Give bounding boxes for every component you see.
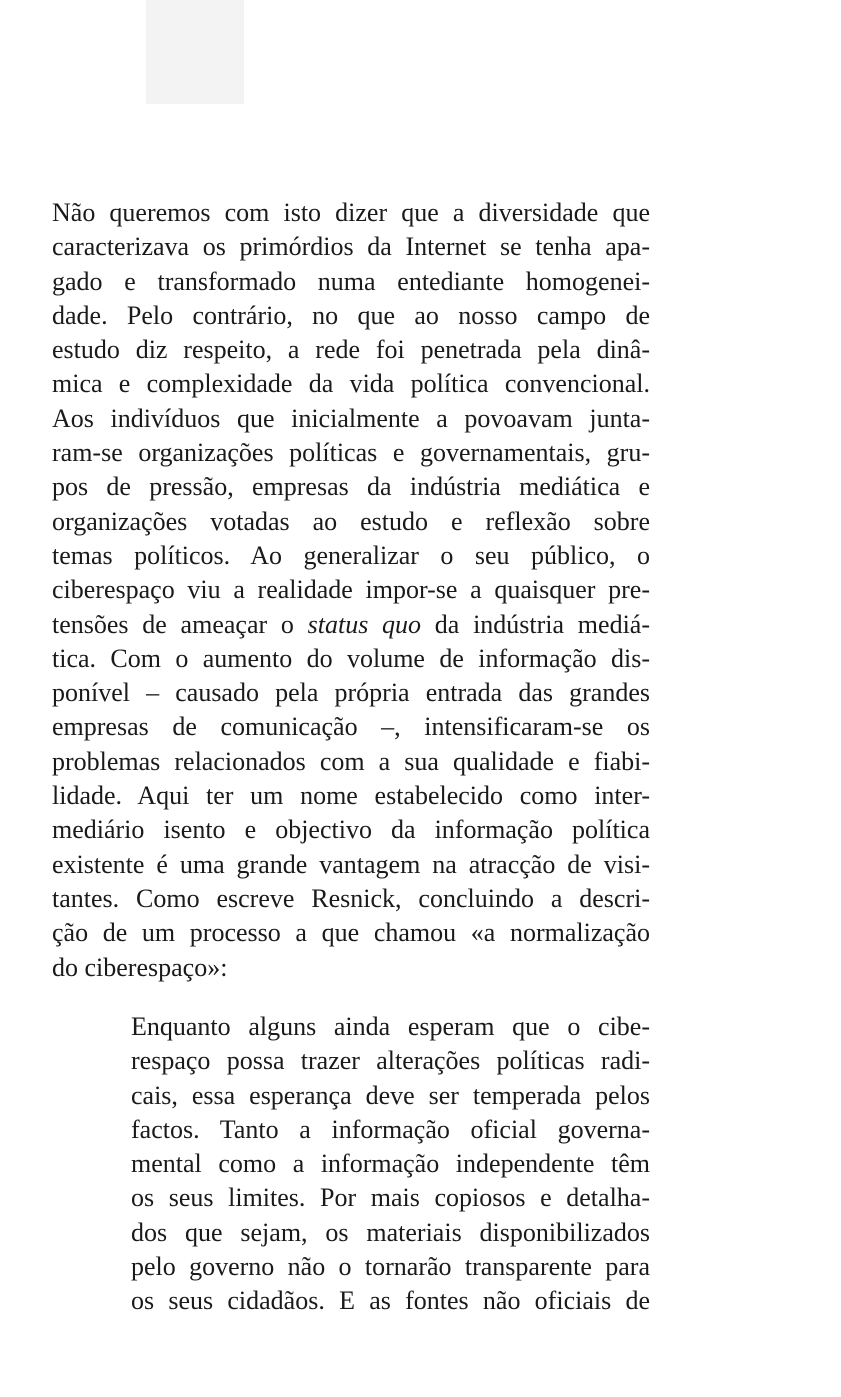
text-line: pos de pressão, empresas da indústria mediática e <box>52 472 650 502</box>
quote-line: os seus cidadãos. E as fontes não oficiais de <box>131 1286 650 1316</box>
text-line: tantes. Como escreve Resnick, concluindo a descri- <box>52 883 650 913</box>
text-line <box>52 608 650 642</box>
text-line: temas políticos. Ao generalizar o seu público, o <box>52 540 650 570</box>
text-line: organizações votadas ao estudo e reflexão sobre <box>52 506 650 536</box>
text-line: existente é uma grande vantagem na atracção de visi- <box>52 849 650 879</box>
text-line: do ciberespaço»: <box>52 952 228 982</box>
quote-line: cais, essa esperança deve ser temperada pelos <box>131 1080 650 1110</box>
quote-line: pelo governo não o tornarão transparente para <box>131 1252 650 1282</box>
text-line: Aos indivíduos que inicialmente a povoavam junta- <box>52 403 650 433</box>
quote-line: respaço possa trazer alterações políticas radi- <box>131 1046 650 1076</box>
text-line: mediário isento e objectivo da informação política <box>52 815 650 845</box>
italic-term: status quo <box>307 609 422 639</box>
text-line: ponível – causado pela própria entrada das grandes <box>52 678 650 708</box>
text-line: dade. Pelo contrário, no que ao nosso campo de <box>52 300 650 330</box>
text-line: lidade. Aqui ter um nome estabelecido como inter- <box>52 781 650 811</box>
quote-line: factos. Tanto a informação oficial governa- <box>131 1114 650 1144</box>
text-line: ram-se organizações políticas e governamentais, gru- <box>52 438 650 468</box>
text-fragment: da indústria mediá- <box>421 609 650 639</box>
main-paragraph <box>52 196 650 985</box>
text-fragment: tensões de ameaçar o <box>52 609 308 639</box>
text-line: ção de um processo a que chamou «a normalização <box>52 918 650 948</box>
scan-artifact <box>146 0 244 104</box>
text-line: mica e complexidade da vida política convencional. <box>52 369 650 399</box>
quote-line: Enquanto alguns ainda esperam que o cibe- <box>131 1012 650 1041</box>
text-line: gado e transformado numa entediante homogenei- <box>52 266 650 296</box>
text-line: problemas relacionados com a sua qualidade e fiabi- <box>52 746 650 776</box>
text-line: Não queremos com isto dizer que a diversidade que <box>52 198 650 227</box>
text-line: estudo diz respeito, a rede foi penetrada pela dinâ- <box>52 335 650 365</box>
quote-line: os seus limites. Por mais copiosos e detalha- <box>131 1183 650 1213</box>
text-line: ciberespaço viu a realidade impor-se a quaisquer pre- <box>52 575 650 605</box>
text-line: empresas de comunicação –, intensificaram-se os <box>52 712 650 742</box>
text-line: tica. Com o aumento do volume de informação dis- <box>52 643 650 673</box>
quote-line: dos que sejam, os materiais disponibilizados <box>131 1217 650 1247</box>
text-line: caracterizava os primórdios da Internet se tenha apa- <box>52 232 650 262</box>
quote-line: mental como a informação independente têm <box>131 1149 650 1179</box>
block-quote <box>131 1010 650 1319</box>
